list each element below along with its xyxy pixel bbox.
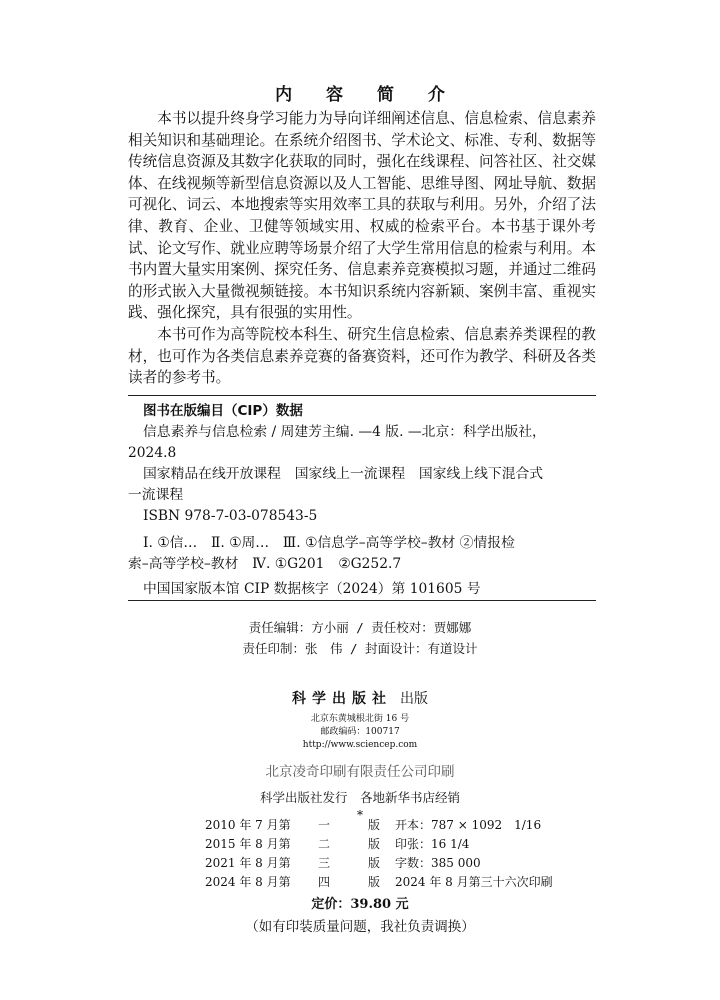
edition-info: 2024 年 8 月第三十六次印刷 — [395, 875, 553, 889]
printer-name: 北京凌奇印刷有限责任公司印刷 — [265, 764, 455, 780]
staff-line-production: 责任印制：张 伟 / 封面设计：有道设计 — [242, 641, 478, 656]
separator-star: * — [357, 808, 363, 822]
publisher-name: 科学出版社 — [292, 691, 392, 707]
distribution-line: 科学出版社发行 各地新华书店经销 — [259, 790, 460, 805]
cip-top-rule — [128, 395, 596, 396]
cip-title-line-cont: 2024.8 — [128, 445, 177, 461]
edition-number: 四 — [318, 875, 331, 889]
staff-credits — [0, 617, 720, 659]
edition-date: 2015 年 8 月第 — [205, 837, 291, 851]
cip-record-number: 中国国家版本馆 CIP 数据核字（2024）第 101605 号 — [143, 581, 481, 597]
publisher-suffix: 出版 — [400, 691, 428, 707]
edition-info: 字数：385 000 — [395, 856, 481, 870]
publisher-postcode: 邮政编码：100717 — [320, 727, 400, 737]
edition-date: 2010 年 7 月第 — [205, 818, 291, 832]
intro-paragraph-1: 本书以提升终身学习能力为导向详细阐述信息、信息检索、信息素养相关知识和基础理论。在系统介绍图书、学术论文、标准、专利、数据等传统信息资源及其数字化获取的同时，强化在线课程、问答社区、社交媒体、在线视频等新型信息资源以及人工智能、思维导图、网址导航、数据可视化、词云、本地搜索等实用效率工具的获取与利用。另外，介绍了法律、教育、企业、卫健等领域实用、权威的检索平台。本书基于课外考试、论文写作、就业应聘等场景介绍了大学生常用信息的检索与利用。本书内置大量实用案例、探究任务、信息素养竞赛模拟习题，并通过二维码的形式嵌入大量微视频链接。本书知识系统内容新颖、案例丰富、重视实践、强化探究，具有很强的实用性。 — [128, 110, 596, 322]
cip-header: 图书在版编目（CIP）数据 — [143, 403, 303, 419]
edition-label: 版 — [368, 856, 381, 870]
cip-title-line: 信息素养与信息检索 / 周建芳主编. —4 版. —北京：科学出版社， — [143, 424, 546, 440]
intro-paragraph-2: 本书可作为高等院校本科生、研究生信息检索、信息素养类课程的教材，也可作为各类信息素养竞赛的备赛资料，还可作为教学、科研及各类读者的参考书。 — [128, 325, 596, 387]
cip-series-line: 国家精品在线开放课程 国家线上一流课程 国家线上线下混合式 — [143, 466, 544, 482]
intro-title: 内 容 简 介 — [275, 85, 459, 105]
publisher-address: 北京东黄城根北街 16 号 — [310, 714, 410, 724]
publisher-line — [0, 688, 720, 708]
edition-label: 版 — [368, 818, 381, 832]
edition-info: 印张：16 1/4 — [395, 837, 470, 851]
edition-date: 2024 年 8 月第 — [205, 875, 291, 889]
edition-label: 版 — [368, 837, 381, 851]
staff-line-editors: 责任编辑：方小丽 / 责任校对：贾娜娜 — [248, 620, 472, 635]
price: 定价：39.80 元 — [311, 897, 409, 912]
edition-info: 开本：787 × 1092 1/16 — [395, 818, 542, 832]
intro-text — [128, 108, 596, 389]
quality-note: （如有印装质量问题，我社负责调换） — [245, 919, 475, 935]
cip-classification: Ⅰ. ①信… Ⅱ. ①周… Ⅲ. ①信息学–高等学校–教材 ②情报检 — [143, 535, 515, 551]
publisher-url: http://www.sciencep.com — [302, 740, 418, 750]
edition-number: 一 — [318, 818, 331, 832]
cip-series-line-cont: 一流课程 — [128, 487, 184, 503]
cip-isbn: ISBN 978-7-03-078543-5 — [143, 508, 318, 524]
edition-number: 三 — [318, 856, 331, 870]
cip-classification-cont: 索–高等学校–教材 Ⅳ. ①G201 ②G252.7 — [128, 556, 402, 572]
cip-data-block — [128, 395, 596, 601]
edition-row — [205, 854, 565, 873]
edition-row — [205, 816, 565, 835]
edition-number: 二 — [318, 837, 331, 851]
edition-label: 版 — [368, 875, 381, 889]
edition-row — [205, 873, 565, 892]
edition-table — [205, 816, 565, 892]
edition-date: 2021 年 8 月第 — [205, 856, 291, 870]
publisher-info — [0, 688, 720, 822]
edition-row — [205, 835, 565, 854]
cip-bottom-rule — [128, 600, 596, 601]
